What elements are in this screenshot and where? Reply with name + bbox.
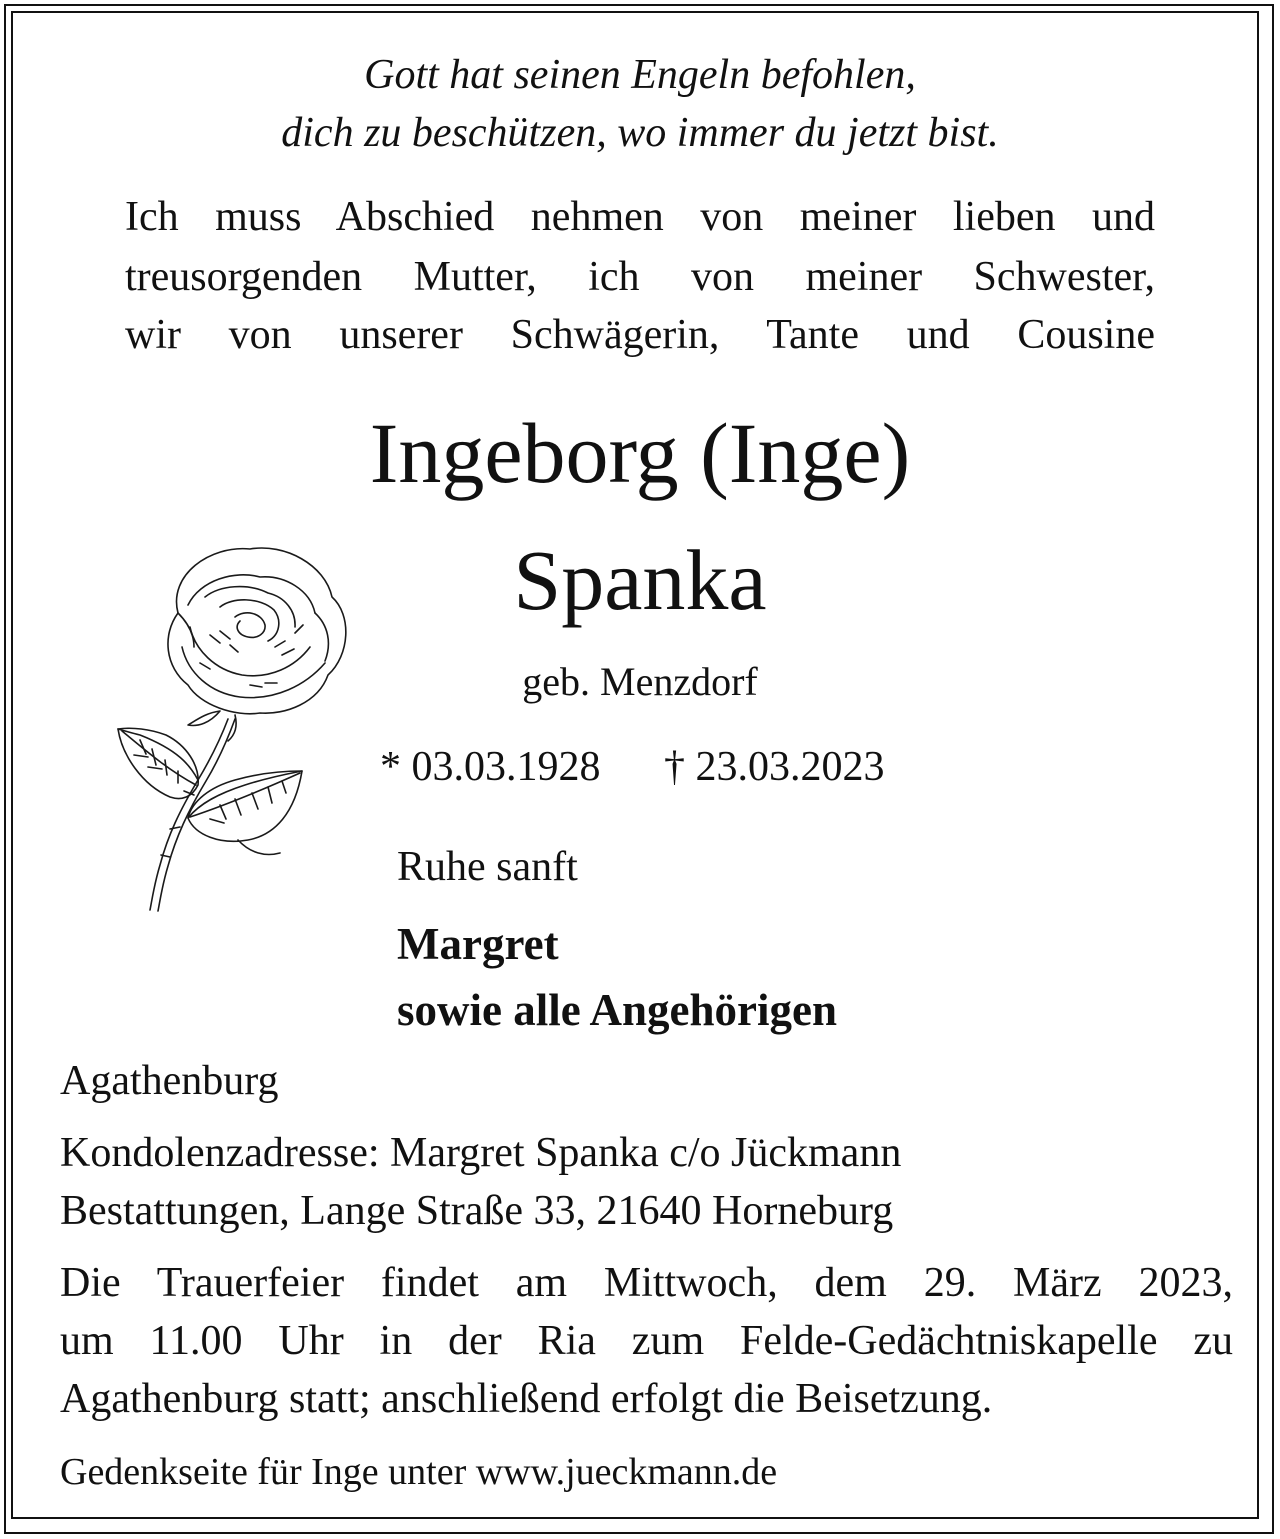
service-line-3: Agathenburg statt; anschließend erfolgt die Beisetzung. (60, 1376, 993, 1422)
service-line-2: um 11.00 Uhr in der Ria zum Felde-Gedächtniskapelle zu (60, 1318, 1233, 1364)
memorial-page-link-text: Gedenkseite für Inge unter www.jueckmann.de (60, 1451, 778, 1493)
farewell-text: Ruhe sanft (397, 844, 578, 890)
condolence-line-1: Kondolenzadresse: Margret Spanka c/o Jückmann (60, 1130, 902, 1176)
death-date: † 23.03.2023 (664, 744, 885, 790)
intro-line-3: wir von unserer Schwägerin, Tante und Cousine (125, 312, 1155, 358)
motto-line-2: dich zu beschützen, wo immer du jetzt bist. (281, 110, 999, 156)
birth-name: geb. Menzdorf (522, 659, 758, 704)
birth-date: * 03.03.1928 (380, 744, 601, 790)
motto-line-1: Gott hat seinen Engeln befohlen, (364, 52, 916, 98)
place-name: Agathenburg (60, 1058, 279, 1104)
mourner-family: sowie alle Angehörigen (397, 985, 837, 1035)
condolence-line-2: Bestattungen, Lange Straße 33, 21640 Horneburg (60, 1188, 894, 1234)
service-line-1: Die Trauerfeier findet am Mittwoch, dem 29. März 2023, (60, 1260, 1233, 1306)
deceased-last-name: Spanka (513, 532, 767, 628)
mourner-primary: Margret (397, 919, 559, 969)
rose-icon (70, 535, 370, 920)
deceased-first-name: Ingeborg (Inge) (369, 405, 911, 501)
intro-line-1: Ich muss Abschied nehmen von meiner lieben und (125, 194, 1155, 240)
intro-line-2: treusorgenden Mutter, ich von meiner Schwester, (125, 254, 1155, 300)
